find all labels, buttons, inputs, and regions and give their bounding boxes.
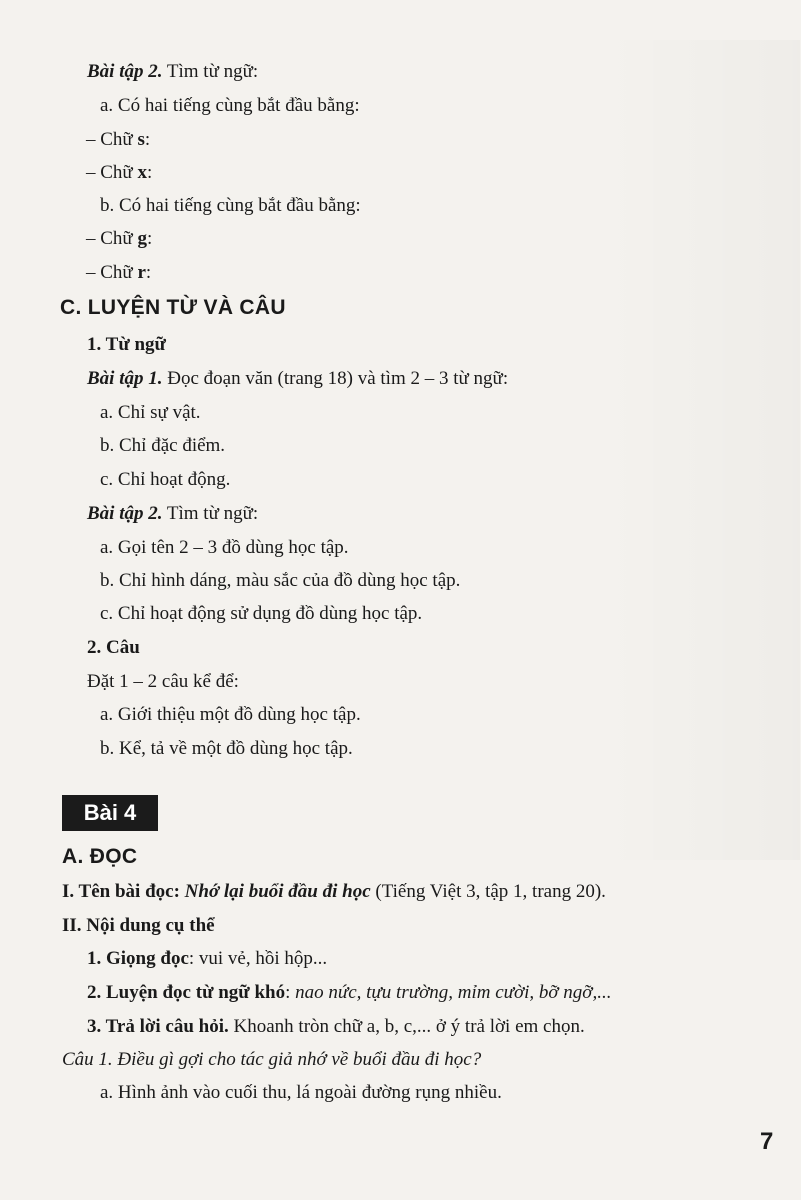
- reading-title-line: I. Tên bài đọc: Nhớ lại buổi đầu đi học (Tiếng Việt 3, tập 1, trang 20).: [62, 881, 606, 902]
- subsection-tu-ngu: 1. Từ ngữ: [87, 334, 166, 355]
- letter-x-item: – Chữ x:: [86, 162, 153, 183]
- question-1: Câu 1. Điều gì gợi cho tác giả nhớ về buổi đầu đi học?: [62, 1049, 482, 1070]
- c1-ex1-a: a. Chỉ sự vật.: [100, 402, 201, 423]
- letter-r-item: – Chữ r:: [86, 262, 152, 283]
- c1-ex1-c: c. Chỉ hoạt động.: [100, 469, 231, 490]
- content-heading: II. Nội dung cụ thể: [62, 915, 215, 936]
- c1-ex2-b: b. Chỉ hình dáng, màu sắc của đồ dùng học tập.: [100, 570, 461, 591]
- question-1-option-a: a. Hình ảnh vào cuối thu, lá ngoài đường rụng nhiều.: [100, 1082, 502, 1103]
- letter-g-item: – Chữ g:: [86, 228, 153, 249]
- c1-ex2-a: a. Gọi tên 2 – 3 đồ dùng học tập.: [100, 537, 349, 558]
- answer-instructions: 3. Trả lời câu hỏi. Khoanh tròn chữ a, b, c,... ở ý trả lời em chọn.: [87, 1016, 585, 1037]
- c1-exercise-2: Bài tập 2. Tìm từ ngữ:: [87, 503, 259, 524]
- c1-ex1-b: b. Chỉ đặc điểm.: [100, 435, 226, 456]
- c2-intro: Đặt 1 – 2 câu kể để:: [87, 671, 239, 692]
- lesson-badge: Bài 4: [62, 795, 158, 831]
- section-c-heading: C. LUYỆN TỪ VÀ CÂU: [60, 296, 286, 319]
- difficult-words: 2. Luyện đọc từ ngữ khó: nao nức, tựu trường, mỉm cười, bỡ ngỡ,...: [87, 982, 612, 1003]
- reading-voice: 1. Giọng đọc: vui vẻ, hồi hộp...: [87, 948, 328, 969]
- exercise-2-part-a: a. Có hai tiếng cùng bắt đầu bằng:: [100, 95, 360, 116]
- show-through-shade: [600, 40, 800, 860]
- c2-a: a. Giới thiệu một đồ dùng học tập.: [100, 704, 361, 725]
- c1-exercise-1: Bài tập 1. Đọc đoạn văn (trang 18) và tìm 2 – 3 từ ngữ:: [87, 368, 509, 389]
- c2-b: b. Kể, tả về một đồ dùng học tập.: [100, 738, 353, 759]
- exercise-2-heading: Bài tập 2. Tìm từ ngữ:: [87, 61, 259, 82]
- letter-s-item: – Chữ s:: [86, 129, 151, 150]
- section-a-heading: A. ĐỌC: [62, 845, 138, 868]
- subsection-cau: 2. Câu: [87, 637, 140, 658]
- page-number: 7: [760, 1128, 774, 1155]
- c1-ex2-c: c. Chỉ hoạt động sử dụng đồ dùng học tập.: [100, 603, 423, 624]
- exercise-2-part-b: b. Có hai tiếng cùng bắt đầu bằng:: [100, 195, 361, 216]
